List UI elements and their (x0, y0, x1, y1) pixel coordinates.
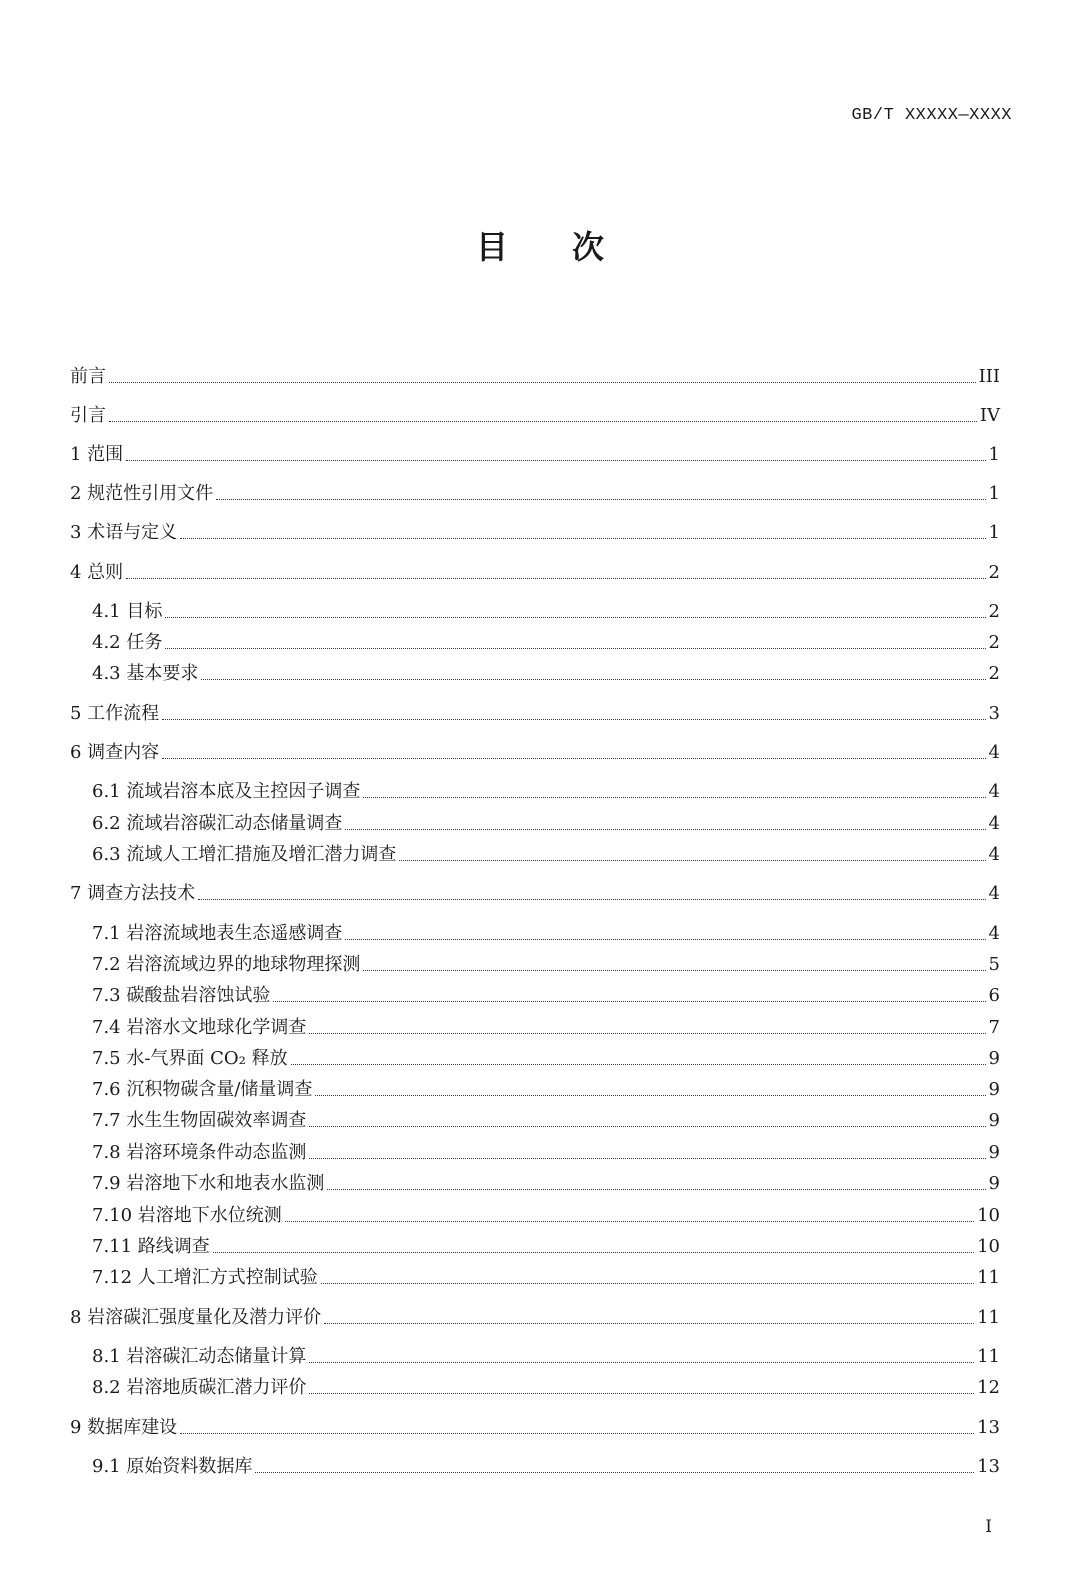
toc-entry-page: 5 (988, 954, 1000, 975)
toc-leader-dots (309, 1033, 985, 1034)
toc-entry[interactable] (92, 1455, 1000, 1479)
toc-entry[interactable] (70, 561, 1000, 585)
toc-entry-page: 9 (988, 1142, 1000, 1163)
toc-entry-label: 7.12 人工增汇方式控制试验 (92, 1267, 318, 1288)
toc-entry-label: 7.8 岩溶环境条件动态监测 (92, 1142, 307, 1163)
toc-entry-label: 7.11 路线调查 (92, 1236, 210, 1257)
toc-entry[interactable] (70, 882, 1000, 906)
toc-leader-dots (180, 1433, 974, 1434)
toc-leader-dots (315, 1095, 985, 1096)
toc-entry-label: 7.5 水-气界面 CO₂ 释放 (92, 1048, 288, 1069)
toc-entry-page: 4 (988, 844, 1000, 865)
toc-leader-dots (162, 758, 985, 759)
toc-entry[interactable] (92, 631, 1000, 655)
toc-entry-label: 6.1 流域岩溶本底及主控因子调查 (92, 781, 361, 802)
toc-entry-page: 11 (977, 1307, 1000, 1328)
toc-leader-dots (285, 1221, 974, 1222)
toc-leader-dots (109, 382, 976, 383)
footer-page-number: I (985, 1517, 992, 1537)
toc-entry-label: 7.9 岩溶地下水和地表水监测 (92, 1173, 325, 1194)
toc-entry[interactable] (92, 812, 1000, 836)
toc-leader-dots (198, 899, 985, 900)
toc-leader-dots (273, 1001, 985, 1002)
toc-leader-dots (162, 719, 985, 720)
toc-entry-page: 10 (977, 1205, 1000, 1226)
toc-entry-label: 7.1 岩溶流域地表生态遥感调查 (92, 923, 343, 944)
toc-entry[interactable] (70, 741, 1000, 765)
toc-entry-page: III (978, 366, 1000, 387)
toc-leader-dots (126, 460, 985, 461)
toc-entry-label: 引言 (70, 405, 106, 426)
toc-entry-label: 3 术语与定义 (70, 522, 178, 543)
toc-entry[interactable] (92, 843, 1000, 867)
toc-entry[interactable] (92, 1345, 1000, 1369)
toc-leader-dots (165, 617, 985, 618)
toc-entry-label: 4.3 基本要求 (92, 663, 199, 684)
toc-entry[interactable] (92, 1376, 1000, 1400)
toc-leader-dots (309, 1158, 985, 1159)
toc-leader-dots (399, 860, 985, 861)
toc-entry-page: 1 (988, 483, 1000, 504)
toc-entry[interactable] (70, 702, 1000, 726)
toc-leader-dots (201, 679, 985, 680)
toc-entry-label: 7.3 碳酸盐岩溶蚀试验 (92, 985, 271, 1006)
toc-entry-label: 9 数据库建设 (70, 1417, 178, 1438)
toc-entry-page: 12 (977, 1377, 1000, 1398)
toc-leader-dots (213, 1252, 974, 1253)
toc-entry-label: 8 岩溶碳汇强度量化及潜力评价 (70, 1307, 322, 1328)
toc-entry[interactable] (92, 1016, 1000, 1040)
toc-leader-dots (180, 538, 985, 539)
toc-entry-page: 4 (988, 923, 1000, 944)
toc-entry-page: 11 (977, 1267, 1000, 1288)
toc-leader-dots (324, 1323, 974, 1324)
toc-entry[interactable] (92, 1172, 1000, 1196)
page-title: 目次 (475, 228, 668, 266)
toc-entry-label: 前言 (70, 366, 106, 387)
toc-entry-page: 11 (977, 1346, 1000, 1367)
toc-leader-dots (291, 1064, 986, 1065)
toc-leader-dots (216, 499, 985, 500)
toc-entry[interactable] (70, 404, 1000, 428)
toc-entry[interactable] (70, 1306, 1000, 1330)
toc-entry-label: 2 规范性引用文件 (70, 483, 214, 504)
toc-entry-label: 5 工作流程 (70, 703, 160, 724)
toc-entry[interactable] (70, 1416, 1000, 1440)
toc-entry-label: 6.2 流域岩溶碳汇动态储量调查 (92, 813, 343, 834)
toc-entry-page: 1 (988, 444, 1000, 465)
toc-entry-page: 9 (988, 1048, 1000, 1069)
toc-entry[interactable] (92, 780, 1000, 804)
toc-entry-page: 4 (988, 813, 1000, 834)
toc-entry-page: 6 (988, 985, 1000, 1006)
toc-entry-page: 2 (988, 562, 1000, 583)
toc-entry[interactable] (92, 662, 1000, 686)
toc-leader-dots (109, 421, 977, 422)
toc-entry-label: 7.4 岩溶水文地球化学调查 (92, 1017, 307, 1038)
toc-entry[interactable] (70, 443, 1000, 467)
toc-entry-page: 4 (988, 781, 1000, 802)
toc-entry[interactable] (92, 1109, 1000, 1133)
toc-entry-label: 4.1 目标 (92, 601, 163, 622)
toc-entry[interactable] (92, 1235, 1000, 1259)
toc-entry-label: 7.7 水生生物固碳效率调查 (92, 1110, 307, 1131)
toc-entry-page: 2 (988, 632, 1000, 653)
toc-entry-page: 9 (988, 1079, 1000, 1100)
toc-leader-dots (321, 1283, 974, 1284)
toc-entry-page: 7 (988, 1017, 1000, 1038)
standard-code: GB/T XXXXX—XXXX (851, 106, 1012, 125)
toc-entry[interactable] (92, 984, 1000, 1008)
toc-leader-dots (345, 939, 985, 940)
toc-leader-dots (327, 1189, 985, 1190)
toc-entry-page: 13 (977, 1417, 1000, 1438)
toc-entry-page: IV (979, 405, 1000, 426)
toc-entry-label: 4.2 任务 (92, 632, 163, 653)
toc-entry-page: 9 (988, 1110, 1000, 1131)
toc-leader-dots (126, 578, 985, 579)
toc-leader-dots (309, 1126, 985, 1127)
toc-entry[interactable] (92, 600, 1000, 624)
toc-leader-dots (363, 970, 985, 971)
toc-leader-dots (363, 797, 985, 798)
toc-entry-page: 4 (988, 742, 1000, 763)
toc-entry-page: 2 (988, 601, 1000, 622)
toc-entry-page: 1 (988, 522, 1000, 543)
toc-entry-label: 7 调查方法技术 (70, 883, 196, 904)
toc-leader-dots (345, 829, 985, 830)
toc-entry-page: 13 (977, 1456, 1000, 1477)
toc-leader-dots (255, 1472, 974, 1473)
toc-entry[interactable] (92, 1141, 1000, 1165)
toc-entry[interactable] (92, 1078, 1000, 1102)
toc-entry[interactable] (92, 953, 1000, 977)
toc-entry[interactable] (92, 922, 1000, 946)
toc-entry-label: 7.10 岩溶地下水位统测 (92, 1205, 282, 1226)
toc-entry[interactable] (92, 1047, 1000, 1071)
toc-entry-label: 6 调查内容 (70, 742, 160, 763)
toc-entry[interactable] (92, 1266, 1000, 1290)
toc-entry-label: 1 范围 (70, 444, 124, 465)
toc-entry-label: 4 总则 (70, 562, 124, 583)
toc-entry[interactable] (70, 365, 1000, 389)
toc-entry[interactable] (70, 482, 1000, 506)
toc-entry-page: 9 (988, 1173, 1000, 1194)
toc-entry-label: 7.6 沉积物碳含量/储量调查 (92, 1079, 313, 1100)
toc-entry-page: 10 (977, 1236, 1000, 1257)
toc-leader-dots (309, 1393, 974, 1394)
toc-entry[interactable] (92, 1204, 1000, 1228)
toc-entry-label: 7.2 岩溶流域边界的地球物理探测 (92, 954, 361, 975)
toc-entry-label: 8.1 岩溶碳汇动态储量计算 (92, 1346, 307, 1367)
toc-entry-label: 9.1 原始资料数据库 (92, 1456, 253, 1477)
toc-entry-page: 2 (988, 663, 1000, 684)
toc-entry[interactable] (70, 521, 1000, 545)
toc-entry-page: 4 (988, 883, 1000, 904)
toc-entry-label: 6.3 流域人工增汇措施及增汇潜力调查 (92, 844, 397, 865)
toc-leader-dots (309, 1362, 974, 1363)
toc-entry-label: 8.2 岩溶地质碳汇潜力评价 (92, 1377, 307, 1398)
toc-leader-dots (165, 648, 985, 649)
toc-entry-page: 3 (988, 703, 1000, 724)
